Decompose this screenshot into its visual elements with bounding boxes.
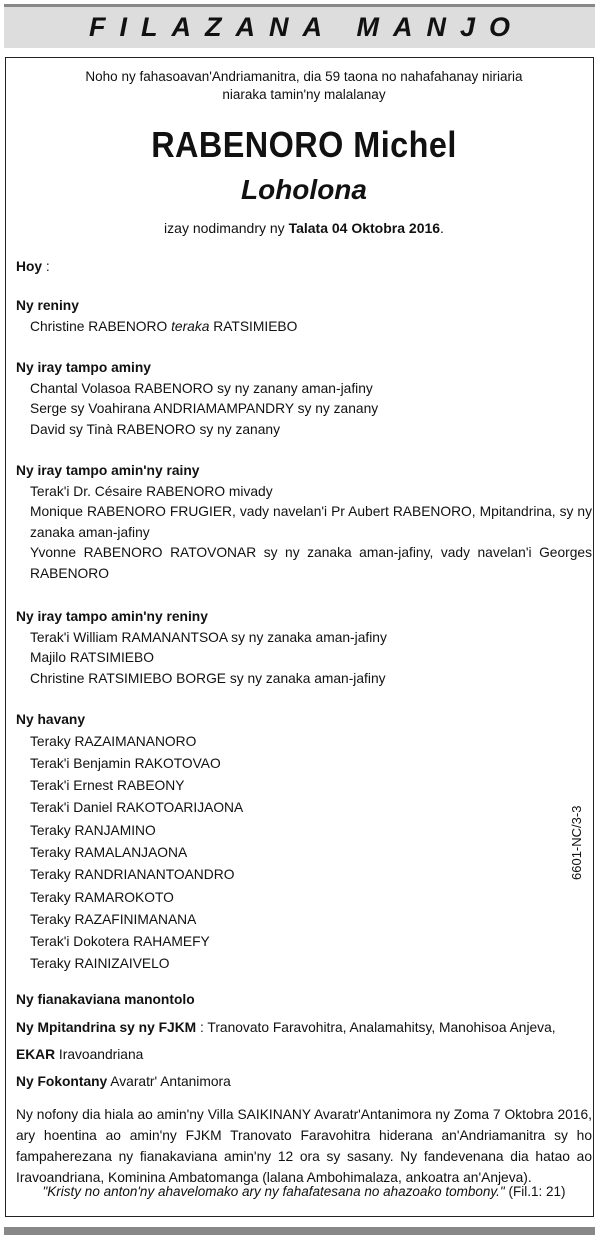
announcement-header (4, 4, 595, 48)
list-item: Monique RABENORO FRUGIER, vady navelan'i Pr Aubert RABENORO, Mpitandrina, sy ny zanaka aman-jafiny (30, 504, 592, 540)
intro-line-1: Noho ny fahasoavan'Andriamanitra, dia 59 taona no nahafahanay niriaria (85, 69, 523, 84)
list-item: Teraky RANJAMINO (30, 822, 156, 838)
list-item: Chantal Volasoa RABENORO sy ny zanany aman-jafiny (30, 380, 373, 396)
fjkm-text: : Tranovato Faravohitra, Analamahitsy, Manohisoa Anjeva, (196, 1020, 556, 1035)
bottom-divider (4, 1227, 595, 1235)
header-title: FILAZANA MANJO (89, 12, 524, 42)
quote-text: "Kristy no anton'ny ahavelomako ary ny fahafatesana no ahazoako tombony." (42, 1184, 505, 1199)
ekar-text: Iravoandriana (55, 1047, 144, 1062)
deceased-role: Loholona (241, 174, 367, 205)
deceased-name: RABENORO Michel (151, 124, 457, 165)
funeral-paragraph: Ny nofony dia hiala ao amin'ny Villa SAIKINANY Avaratr'Antanimora ny Zoma 7 Oktobra 2016, ary hoentina ao amin'ny FJKM Tranovato Faravohitra hiderana an'Andriamanitra sy ho fampaherezana ny fianakaviana amin'ny 12 ora sy sasany. Ny fandevenana dia hatao ao Iravoandriana, Kominina Ambatomanga (lalana Ambohimalaza, ankoatra an'Anjeva). (16, 1107, 592, 1185)
list-item: Christine RATSIMIEBO BORGE sy ny zanaka aman-jafiny (30, 670, 386, 686)
wife-name-part-1: Christine RABENORO (30, 318, 172, 334)
list-item: Teraky RAMAROKOTO (30, 889, 174, 905)
fokontany-text: Avaratr' Antanimora (107, 1074, 231, 1089)
section-wife (16, 296, 297, 337)
reference-code: 6601-NC/3-3 (569, 805, 584, 880)
ekar-label: EKAR (16, 1047, 56, 1062)
fokontany-label: Ny Fokontany (16, 1074, 108, 1089)
announcement-frame (5, 57, 594, 1217)
list-item: Yvonne RABENORO RATOVONAR sy ny zanaka aman-jafiny, vady navelan'i Georges RABENORO (30, 545, 592, 581)
list-item: Teraky RANDRIANANTOANDRO (30, 867, 235, 883)
wife-teraka: teraka (171, 318, 210, 334)
list-item: David sy Tinà RABENORO sy ny zanany (30, 421, 280, 437)
list-item: Majilo RATSIMIEBO (30, 650, 154, 665)
fjkm-line (16, 1018, 556, 1039)
hoy-suffix: : (42, 259, 50, 274)
list-item: Serge sy Voahirana ANDRIAMAMPANDRY sy ny zanany (30, 401, 379, 416)
date-suffix: . (440, 220, 444, 236)
section-heading: Ny reniny (16, 298, 79, 313)
list-item: Terak'i Daniel RAKOTOARIJAONA (30, 800, 244, 816)
list-item: Teraky RAZAIMANANORO (30, 733, 197, 749)
section-children (16, 358, 378, 440)
fianakaviana-line: Ny fianakaviana manontolo (16, 992, 195, 1007)
wife-name (16, 317, 297, 338)
intro-line-2: niaraka tamin'ny malalanay (222, 87, 386, 102)
date-line (16, 220, 592, 236)
wife-name-part-2: RATSIMIEBO (209, 318, 298, 334)
list-item: Teraky RAINIZAIVELO (30, 956, 170, 972)
fjkm-label: Ny Mpitandrina sy ny FJKM (16, 1020, 197, 1035)
death-date: Talata 04 Oktobra 2016 (288, 220, 441, 236)
ekar-line (16, 1045, 143, 1066)
quote-reference: (Fil.1: 21) (504, 1184, 566, 1199)
section-father-side (16, 461, 592, 584)
section-heading: Ny havany (16, 712, 86, 727)
bible-quote (16, 1184, 592, 1199)
date-prefix: izay nodimandry ny (164, 220, 289, 236)
list-item: Terak'i Dr. Césaire RABENORO mivady (30, 483, 273, 499)
section-heading: Ny iray tampo amin'ny reniny (16, 609, 208, 624)
list-item: Terak'i Dokotera RAHAMEFY (30, 934, 210, 950)
section-heading: Ny iray tampo amin'ny rainy (16, 463, 200, 478)
hoy-label: Hoy (16, 259, 43, 274)
hoy-line (16, 257, 50, 278)
list-item: Terak'i William RAMANANTSOA sy ny zanaka aman-jafiny (30, 629, 387, 645)
section-relatives (16, 710, 243, 976)
list-item: Teraky RAZAFINIMANANA (30, 911, 197, 927)
section-heading: Ny iray tampo aminy (16, 360, 151, 375)
section-mother-side (16, 607, 387, 689)
list-item: Teraky RAMALANJAONA (30, 844, 188, 860)
intro (16, 68, 592, 104)
list-item: Terak'i Benjamin RAKOTOVAO (30, 755, 221, 771)
list-item: Terak'i Ernest RABEONY (30, 778, 185, 794)
fokontany-line (16, 1072, 231, 1093)
relatives-list (16, 731, 243, 976)
